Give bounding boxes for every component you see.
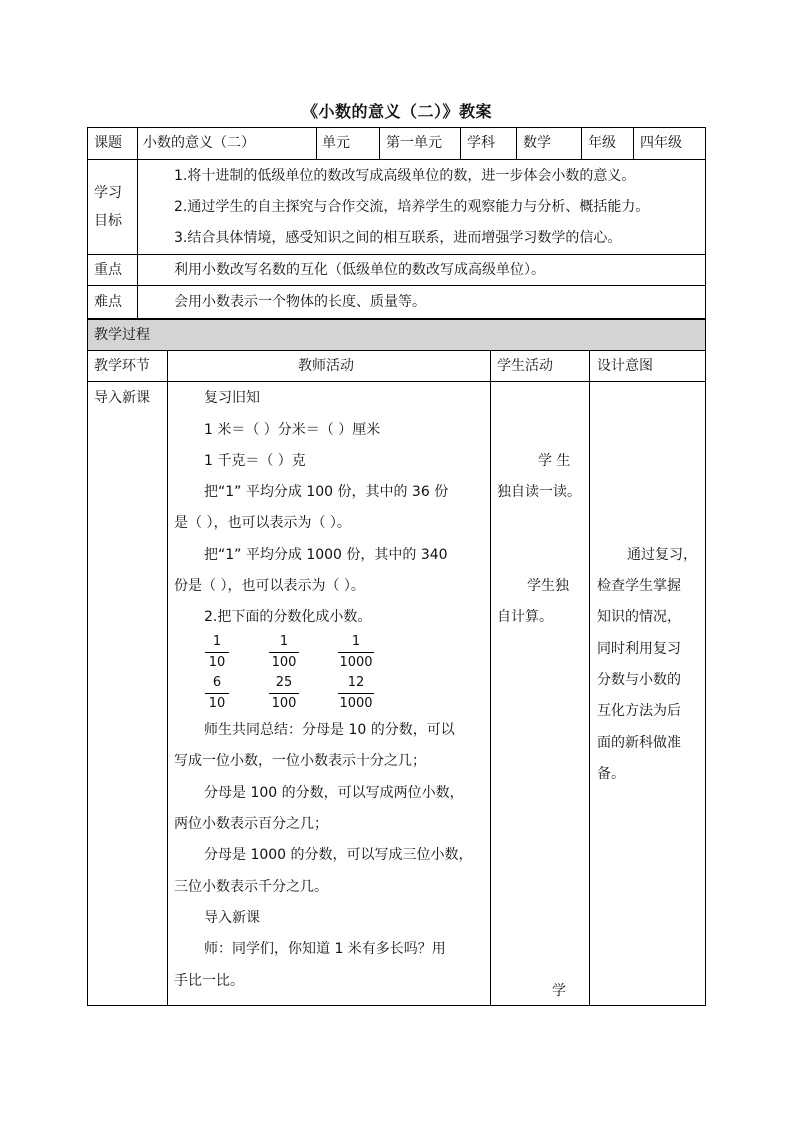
grade-value: 四年级 [640, 135, 682, 151]
key-point-label: 重点 [94, 262, 122, 278]
student-line: 学 生 [538, 453, 571, 469]
teacher-line: 分母是 100 的分数，可以写成两位小数， [204, 785, 464, 801]
teacher-line: 份是（ ），也可以表示为（ ）。 [174, 578, 365, 594]
goals-label-line2: 目标 [94, 213, 122, 229]
fraction-denominator: 100 [271, 696, 297, 711]
design-line: 检查学生掌握 [597, 578, 681, 594]
student-line: 学 [552, 983, 566, 999]
teacher-line: 写成一位小数，一位小数表示十分之几； [174, 753, 426, 769]
design-line: 互化方法为后 [597, 703, 681, 719]
fraction-numerator: 1 [351, 634, 361, 649]
student-line: 独自读一读。 [497, 484, 581, 500]
difficulty-text: 会用小数表示一个物体的长度、质量等。 [174, 294, 426, 310]
design-line: 面的新科做准 [597, 735, 681, 751]
fraction [269, 634, 299, 671]
fraction-denominator: 1000 [339, 696, 373, 711]
column-header-teacher: 教师活动 [298, 358, 354, 374]
goal-item: 1.将十进制的低级单位的数改写成高级单位的数，进一步体会小数的意义。 [174, 168, 636, 184]
design-line: 分数与小数的 [597, 672, 681, 688]
column-header-design: 设计意图 [597, 358, 653, 374]
teacher-line: 把“1” 平均分成 1000 份，其中的 340 [204, 547, 448, 563]
teacher-line: 1 千克＝（ ）克 [204, 453, 306, 469]
column-header-student: 学生活动 [497, 358, 553, 374]
subject-value: 数学 [523, 135, 551, 151]
goals-label-line1: 学习 [94, 185, 122, 201]
fraction-denominator: 1000 [339, 655, 373, 670]
teacher-line: 是（ ），也可以表示为（ ）。 [174, 515, 351, 531]
grade-key: 年级 [588, 135, 616, 151]
teacher-line: 师：同学们，你知道 1 米有多长吗？用 [204, 941, 446, 957]
design-line: 知识的情况， [597, 609, 681, 625]
difficulty-label: 难点 [94, 294, 122, 310]
fraction-numerator: 1 [212, 634, 222, 649]
fraction-denominator: 10 [208, 655, 226, 670]
fraction [338, 675, 374, 712]
topic-key: 课题 [94, 135, 122, 151]
subject-key: 学科 [467, 135, 495, 151]
stage-label: 导入新课 [94, 390, 150, 406]
fraction-denominator: 10 [208, 696, 226, 711]
process-header-band [87, 318, 706, 351]
fraction-numerator: 6 [212, 675, 222, 690]
student-line: 学生独 [527, 578, 569, 594]
fraction-denominator: 100 [271, 655, 297, 670]
teacher-line: 两位小数表示百分之几； [174, 816, 328, 832]
fraction-numerator: 12 [347, 675, 365, 690]
document-title: 《小数的意义（二）》教案 [301, 102, 492, 121]
fraction [338, 634, 374, 671]
teacher-line: 1 米＝（ ）分米＝（ ）厘米 [204, 422, 381, 438]
design-line: 备。 [597, 766, 625, 782]
goal-item: 3.结合具体情境，感受知识之间的相互联系，进而增强学习数学的信心。 [174, 230, 622, 246]
teacher-line: 复习旧知 [204, 390, 260, 406]
teacher-line: 2.把下面的分数化成小数。 [204, 609, 372, 625]
column-header-stage: 教学环节 [94, 358, 150, 374]
teacher-line: 手比一比。 [174, 973, 244, 989]
fraction [269, 675, 299, 712]
fraction-numerator: 25 [275, 675, 293, 690]
fraction [205, 634, 229, 671]
fraction [205, 675, 229, 712]
design-line: 通过复习， [627, 547, 697, 563]
teacher-line: 师生共同总结：分母是 10 的分数，可以 [204, 722, 455, 738]
teacher-line: 分母是 1000 的分数，可以写成三位小数， [204, 847, 473, 863]
process-header: 教学过程 [94, 327, 150, 343]
goal-item: 2.通过学生的自主探究与合作交流，培养学生的观察能力与分析、概括能力。 [174, 199, 650, 215]
teacher-line: 三位小数表示千分之几。 [174, 879, 328, 895]
teacher-line: 把“1” 平均分成 100 份，其中的 36 份 [204, 484, 449, 500]
teacher-line: 导入新课 [204, 910, 260, 926]
student-line: 自计算。 [497, 609, 553, 625]
topic-value: 小数的意义（二） [143, 135, 255, 151]
design-line: 同时利用复习 [597, 641, 681, 657]
unit-key: 单元 [322, 135, 350, 151]
unit-value: 第一单元 [386, 135, 442, 151]
key-point-text: 利用小数改写名数的互化（低级单位的数改写成高级单位）。 [174, 262, 545, 278]
fraction-numerator: 1 [279, 634, 289, 649]
